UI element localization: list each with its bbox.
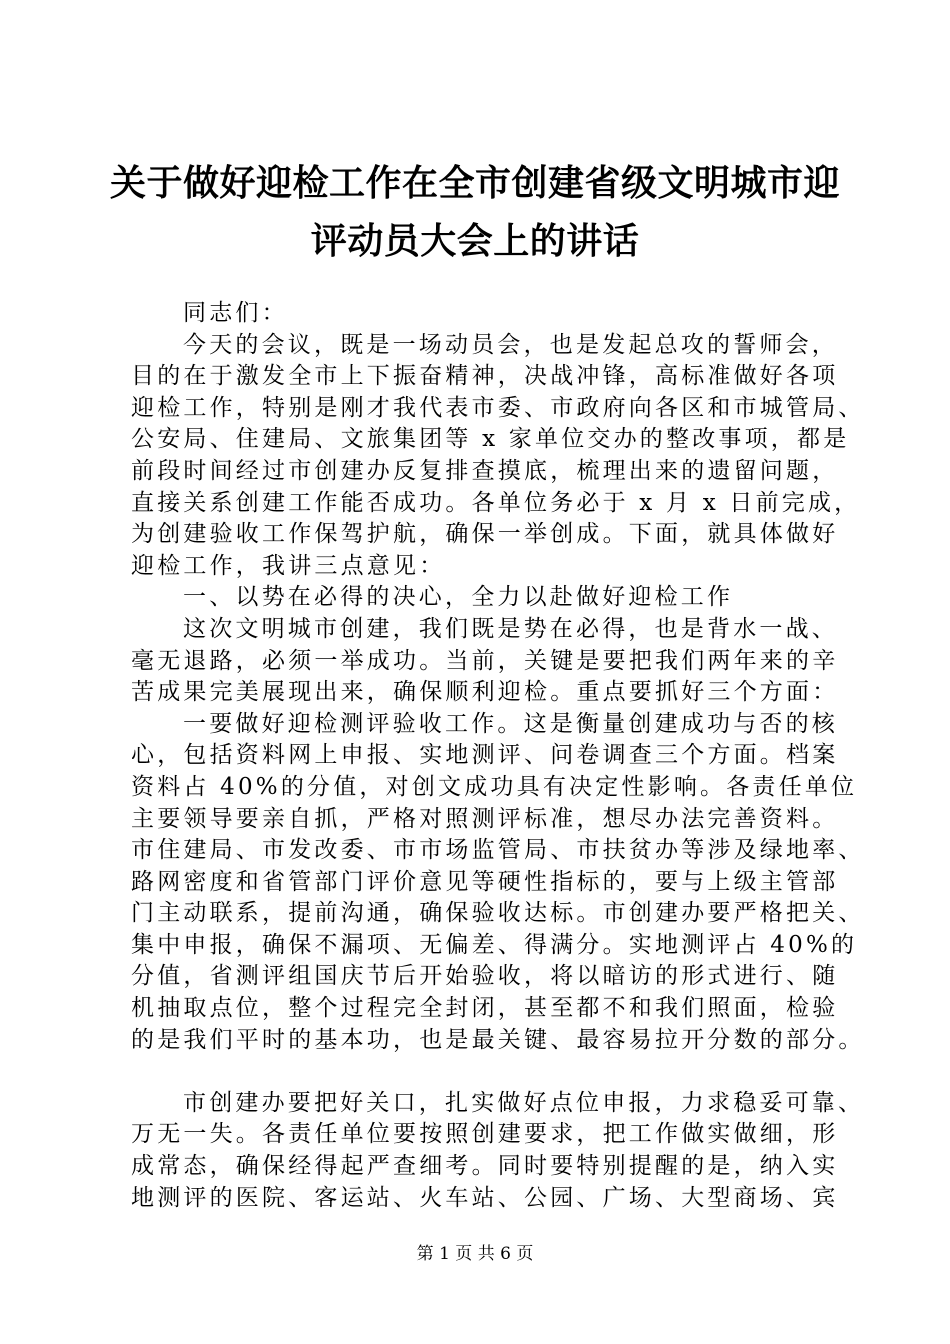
document-title-line-1: 关于做好迎检工作在全市创建省级文明城市迎 bbox=[109, 163, 840, 204]
paragraph-line: 直接关系创建工作能否成功。各单位务必于 x 月 x 日前完成， bbox=[131, 489, 861, 516]
paragraph-line: 苦成果完美展现出来，确保顺利迎检。重点要抓好三个方面： bbox=[131, 679, 839, 706]
paragraph-line: 今天的会议，既是一场动员会，也是发起总攻的誓师会， bbox=[183, 331, 838, 358]
salutation: 同志们： bbox=[183, 300, 288, 326]
document-body bbox=[131, 298, 865, 1214]
document-title-line-2: 评动员大会上的讲话 bbox=[310, 221, 640, 262]
paragraph-line: 地测评的医院、客运站、火车站、公园、广场、大型商场、宾 bbox=[131, 1184, 839, 1211]
blank-line bbox=[131, 1056, 831, 1088]
paragraph-line: 公安局、住建局、文旅集团等 x 家单位交办的整改事项，都是 bbox=[131, 426, 850, 453]
paragraph-line: 成常态，确保经得起严查细考。同时要特别提醒的是，纳入实 bbox=[131, 1153, 839, 1180]
paragraph-line: 前段时间经过市创建办反复排查摸底，梳理出来的遗留问题， bbox=[131, 457, 839, 484]
paragraph-line: 心，包括资料网上申报、实地测评、问卷调查三个方面。档案 bbox=[131, 742, 839, 769]
section-heading: 一、以势在必得的决心，全力以赴做好迎检工作 bbox=[183, 584, 734, 611]
paragraph-line: 机抽取点位，整个过程完全封闭，甚至都不和我们照面，检验 bbox=[131, 995, 839, 1022]
paragraph-line: 为创建验收工作保驾护航，确保一举创成。下面，就具体做好 bbox=[131, 521, 839, 548]
paragraph-line: 门主动联系，提前沟通，确保验收达标。市创建办要严格把关、 bbox=[131, 900, 865, 927]
paragraph-line: 集中申报，确保不漏项、无偏差、得满分。实地测评占 40%的 bbox=[131, 931, 858, 958]
page-footer: 第 1 页 共 6 页 bbox=[416, 1244, 534, 1264]
paragraph-line: 一要做好迎检测评验收工作。这是衡量创建成功与否的核 bbox=[183, 710, 838, 737]
paragraph-line: 这次文明城市创建，我们既是势在必得，也是背水一战、 bbox=[183, 615, 838, 642]
paragraph-line: 分值，省测评组国庆节后开始验收，将以暗访的形式进行、随 bbox=[131, 963, 839, 990]
paragraph-line: 的是我们平时的基本功，也是最关键、最容易拉开分数的部分。 bbox=[131, 1026, 865, 1053]
paragraph-line: 市创建办要把好关口，扎实做好点位申报，力求稳妥可靠、 bbox=[183, 1089, 865, 1116]
paragraph-line: 资料占 40%的分值，对创文成功具有决定性影响。各责任单位 bbox=[131, 773, 858, 800]
paragraph-line: 主要领导要亲自抓，严格对照测评标准，想尽办法完善资料。 bbox=[131, 805, 839, 832]
paragraph-line: 迎检工作，特别是刚才我代表市委、市政府向各区和市城管局、 bbox=[131, 394, 865, 421]
paragraph-line: 毫无退路，必须一举成功。当前，关键是要把我们两年来的辛 bbox=[131, 647, 839, 674]
paragraph-line: 万无一失。各责任单位要按照创建要求，把工作做实做细，形 bbox=[131, 1121, 839, 1148]
paragraph-line: 市住建局、市发改委、市市场监管局、市扶贫办等涉及绿地率、 bbox=[131, 837, 865, 864]
paragraph-line: 迎检工作，我讲三点意见： bbox=[131, 552, 446, 579]
paragraph-line: 目的在于激发全市上下振奋精神，决战冲锋，高标准做好各项 bbox=[131, 363, 839, 390]
paragraph-line: 路网密度和省管部门评价意见等硬性指标的，要与上级主管部 bbox=[131, 868, 839, 895]
